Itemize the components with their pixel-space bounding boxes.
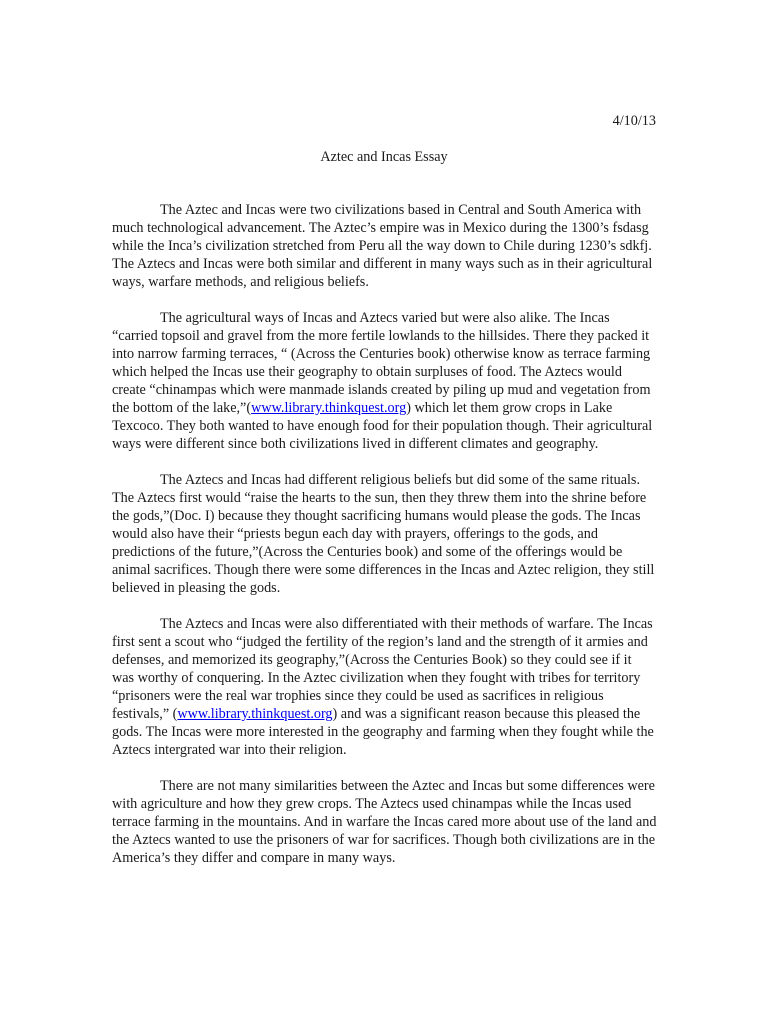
paragraph-text: The Aztecs and Incas had different religious beliefs but did some of the same rituals. The Aztecs first would “raise the hearts to the sun, then they threw them into the shrine before the gods,”(Doc. I) because they thought sacrificing humans would please the gods. The Incas would also have their “priests begun each day with prayers, offerings to the gods, and predictions of the future,”(Across the Centuries book) and some of the offerings would be animal sacrifices. Though there were some differences in the Incas and Aztec religion, they still believed in pleasing the gods. bbox=[112, 472, 655, 596]
reference-link[interactable]: www.library.thinkquest.org bbox=[177, 706, 333, 722]
paragraph-text: ) and was a significant reason because this pleased the gods. The Incas were more interested in the geography and farming when they fought while the Aztecs intergrated war into their religion. bbox=[112, 706, 654, 758]
essay-date: 4/10/13 bbox=[612, 113, 656, 129]
paragraph-text: The Aztec and Incas were two civilizations based in Central and South America with much technological advancement. The Aztec’s empire was in Mexico during the 1300’s fsdasg while the Inca’s civilization stretched from Peru all the way down to Chile during 1230’s sdkfj. The Aztecs and Incas were both similar and different in many ways such as in their agricultural ways, warfare methods, and religious beliefs. bbox=[112, 202, 653, 290]
paragraph-text: ) which let them grow crops in Lake Texcoco. They both wanted to have enough food for their population though. Their agricultural ways were different since both civilizations lived in different climates and geography. bbox=[112, 400, 653, 452]
paragraph-text: The agricultural ways of Incas and Aztecs varied but were also alike. The Incas “carried topsoil and gravel from the more fertile lowlands to the hillsides. There they packed it into narrow farming terraces, “ (Across the Centuries book) otherwise know as terrace farming which helped the Incas use their geography to obtain surpluses of food. The Aztecs would create “chinampas which were manmade islands created by piling up mud and vegetation from the bottom of the lake,”( bbox=[112, 310, 651, 416]
essay-paragraph bbox=[112, 615, 657, 759]
essay-paragraph bbox=[112, 309, 657, 453]
paragraph-text: There are not many similarities between the Aztec and Incas but some differences were with agriculture and how they grew crops. The Aztecs used chinampas while the Incas used terrace farming in the mountains. And in warfare the Incas cared more about use of the land and the Aztecs wanted to use the prisoners of war for sacrifices. Though both civilizations are in the America’s they differ and compare in many ways. bbox=[112, 778, 657, 866]
essay-title: Aztec and Incas Essay bbox=[320, 149, 448, 165]
reference-link[interactable]: www.library.thinkquest.org bbox=[251, 400, 407, 416]
paragraph-text: The Aztecs and Incas were also differentiated with their methods of warfare. The Incas first sent a scout who “judged the fertility of the region’s land and the strength of it armies and defenses, and memorized its geography,”(Across the Centuries Book) so they could see if it was worthy of conquering. In the Aztec civilization when they fought with tribes for territory “prisoners were the real war trophies since they could be used as sacrifices in religious festivals,” ( bbox=[112, 616, 653, 722]
essay-paragraph bbox=[112, 471, 657, 597]
essay-paragraph bbox=[112, 777, 657, 867]
essay-paragraph bbox=[112, 201, 657, 291]
essay-body bbox=[112, 201, 657, 885]
